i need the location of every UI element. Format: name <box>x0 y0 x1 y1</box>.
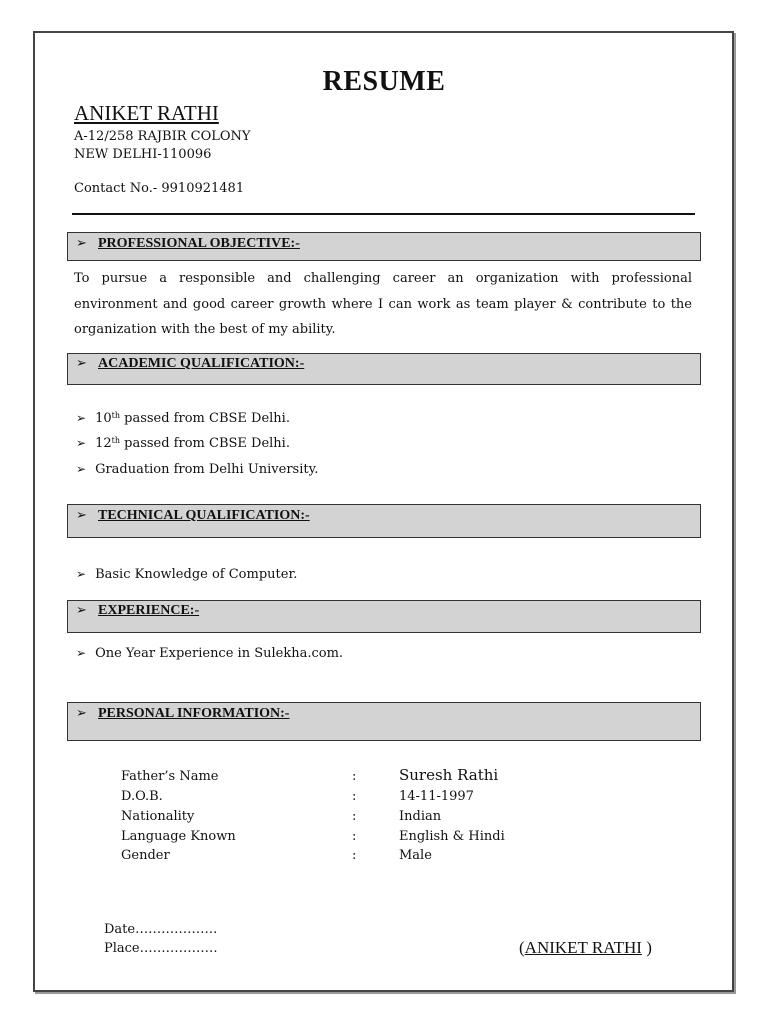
section-heading: ACADEMIC QUALIFICATION:- <box>98 356 305 371</box>
info-value-dob: 14-11-1997 <box>399 789 474 804</box>
address-line-2: NEW DELHI-110096 <box>74 147 212 162</box>
info-label-gender: Gender <box>121 848 170 863</box>
section-heading: EXPERIENCE:- <box>98 603 200 618</box>
info-separator: : <box>352 769 357 784</box>
info-separator: : <box>352 809 357 824</box>
list-item: ➢ Graduation from Delhi University. <box>76 462 319 477</box>
info-value-fathers-name: Suresh Rathi <box>399 766 499 784</box>
arrow-bullet-icon: ➢ <box>76 603 87 618</box>
arrow-bullet-icon: ➢ <box>76 411 87 425</box>
info-separator: : <box>352 789 357 804</box>
section-heading: PROFESSIONAL OBJECTIVE:- <box>98 236 300 251</box>
arrow-bullet-icon: ➢ <box>76 567 87 581</box>
arrow-bullet-icon: ➢ <box>76 236 87 251</box>
section-objective-header <box>67 232 701 261</box>
arrow-bullet-icon: ➢ <box>76 706 87 721</box>
list-item: ➢ Basic Knowledge of Computer. <box>76 567 298 582</box>
section-heading: PERSONAL INFORMATION:- <box>98 706 290 721</box>
info-label-nationality: Nationality <box>121 809 195 824</box>
section-technical-header <box>67 504 701 538</box>
info-label-fathers-name: Father’s Name <box>121 769 219 784</box>
info-value-gender: Male <box>399 848 432 863</box>
info-separator: : <box>352 848 357 863</box>
list-item: ➢ 10th passed from CBSE Delhi. <box>76 411 290 426</box>
address-line-1: A-12/258 RAJBIR COLONY <box>74 129 251 144</box>
signature-name: (ANIKET RATHI ) <box>519 938 652 957</box>
info-value-nationality: Indian <box>399 809 442 824</box>
arrow-bullet-icon: ➢ <box>76 646 87 660</box>
section-heading: TECHNICAL QUALIFICATION:- <box>98 508 310 523</box>
date-line: Date………………. <box>104 922 218 937</box>
arrow-bullet-icon: ➢ <box>76 508 87 523</box>
document-title: RESUME <box>322 66 446 97</box>
list-item: ➢ One Year Experience in Sulekha.com. <box>76 646 344 661</box>
info-label-dob: D.O.B. <box>121 789 163 804</box>
objective-text: To pursue a responsible and challenging career an organization with professional environment and good career growth where I can work as team player & contribute to the organization with the best of my ability. <box>74 271 692 337</box>
contact-number: Contact No.- 9910921481 <box>74 181 245 196</box>
section-personal-header <box>67 702 701 741</box>
info-value-language: English & Hindi <box>399 829 505 844</box>
place-line: Place……………… <box>104 941 218 956</box>
section-experience-header <box>67 600 701 633</box>
info-separator: : <box>352 829 357 844</box>
list-item: ➢ 12th passed from CBSE Delhi. <box>76 436 290 451</box>
info-label-language: Language Known <box>121 829 236 844</box>
arrow-bullet-icon: ➢ <box>76 436 87 450</box>
applicant-name: ANIKET RATHI <box>74 101 219 125</box>
header-divider <box>72 213 695 215</box>
arrow-bullet-icon: ➢ <box>76 356 87 371</box>
arrow-bullet-icon: ➢ <box>76 462 87 476</box>
section-academic-header <box>67 353 701 385</box>
